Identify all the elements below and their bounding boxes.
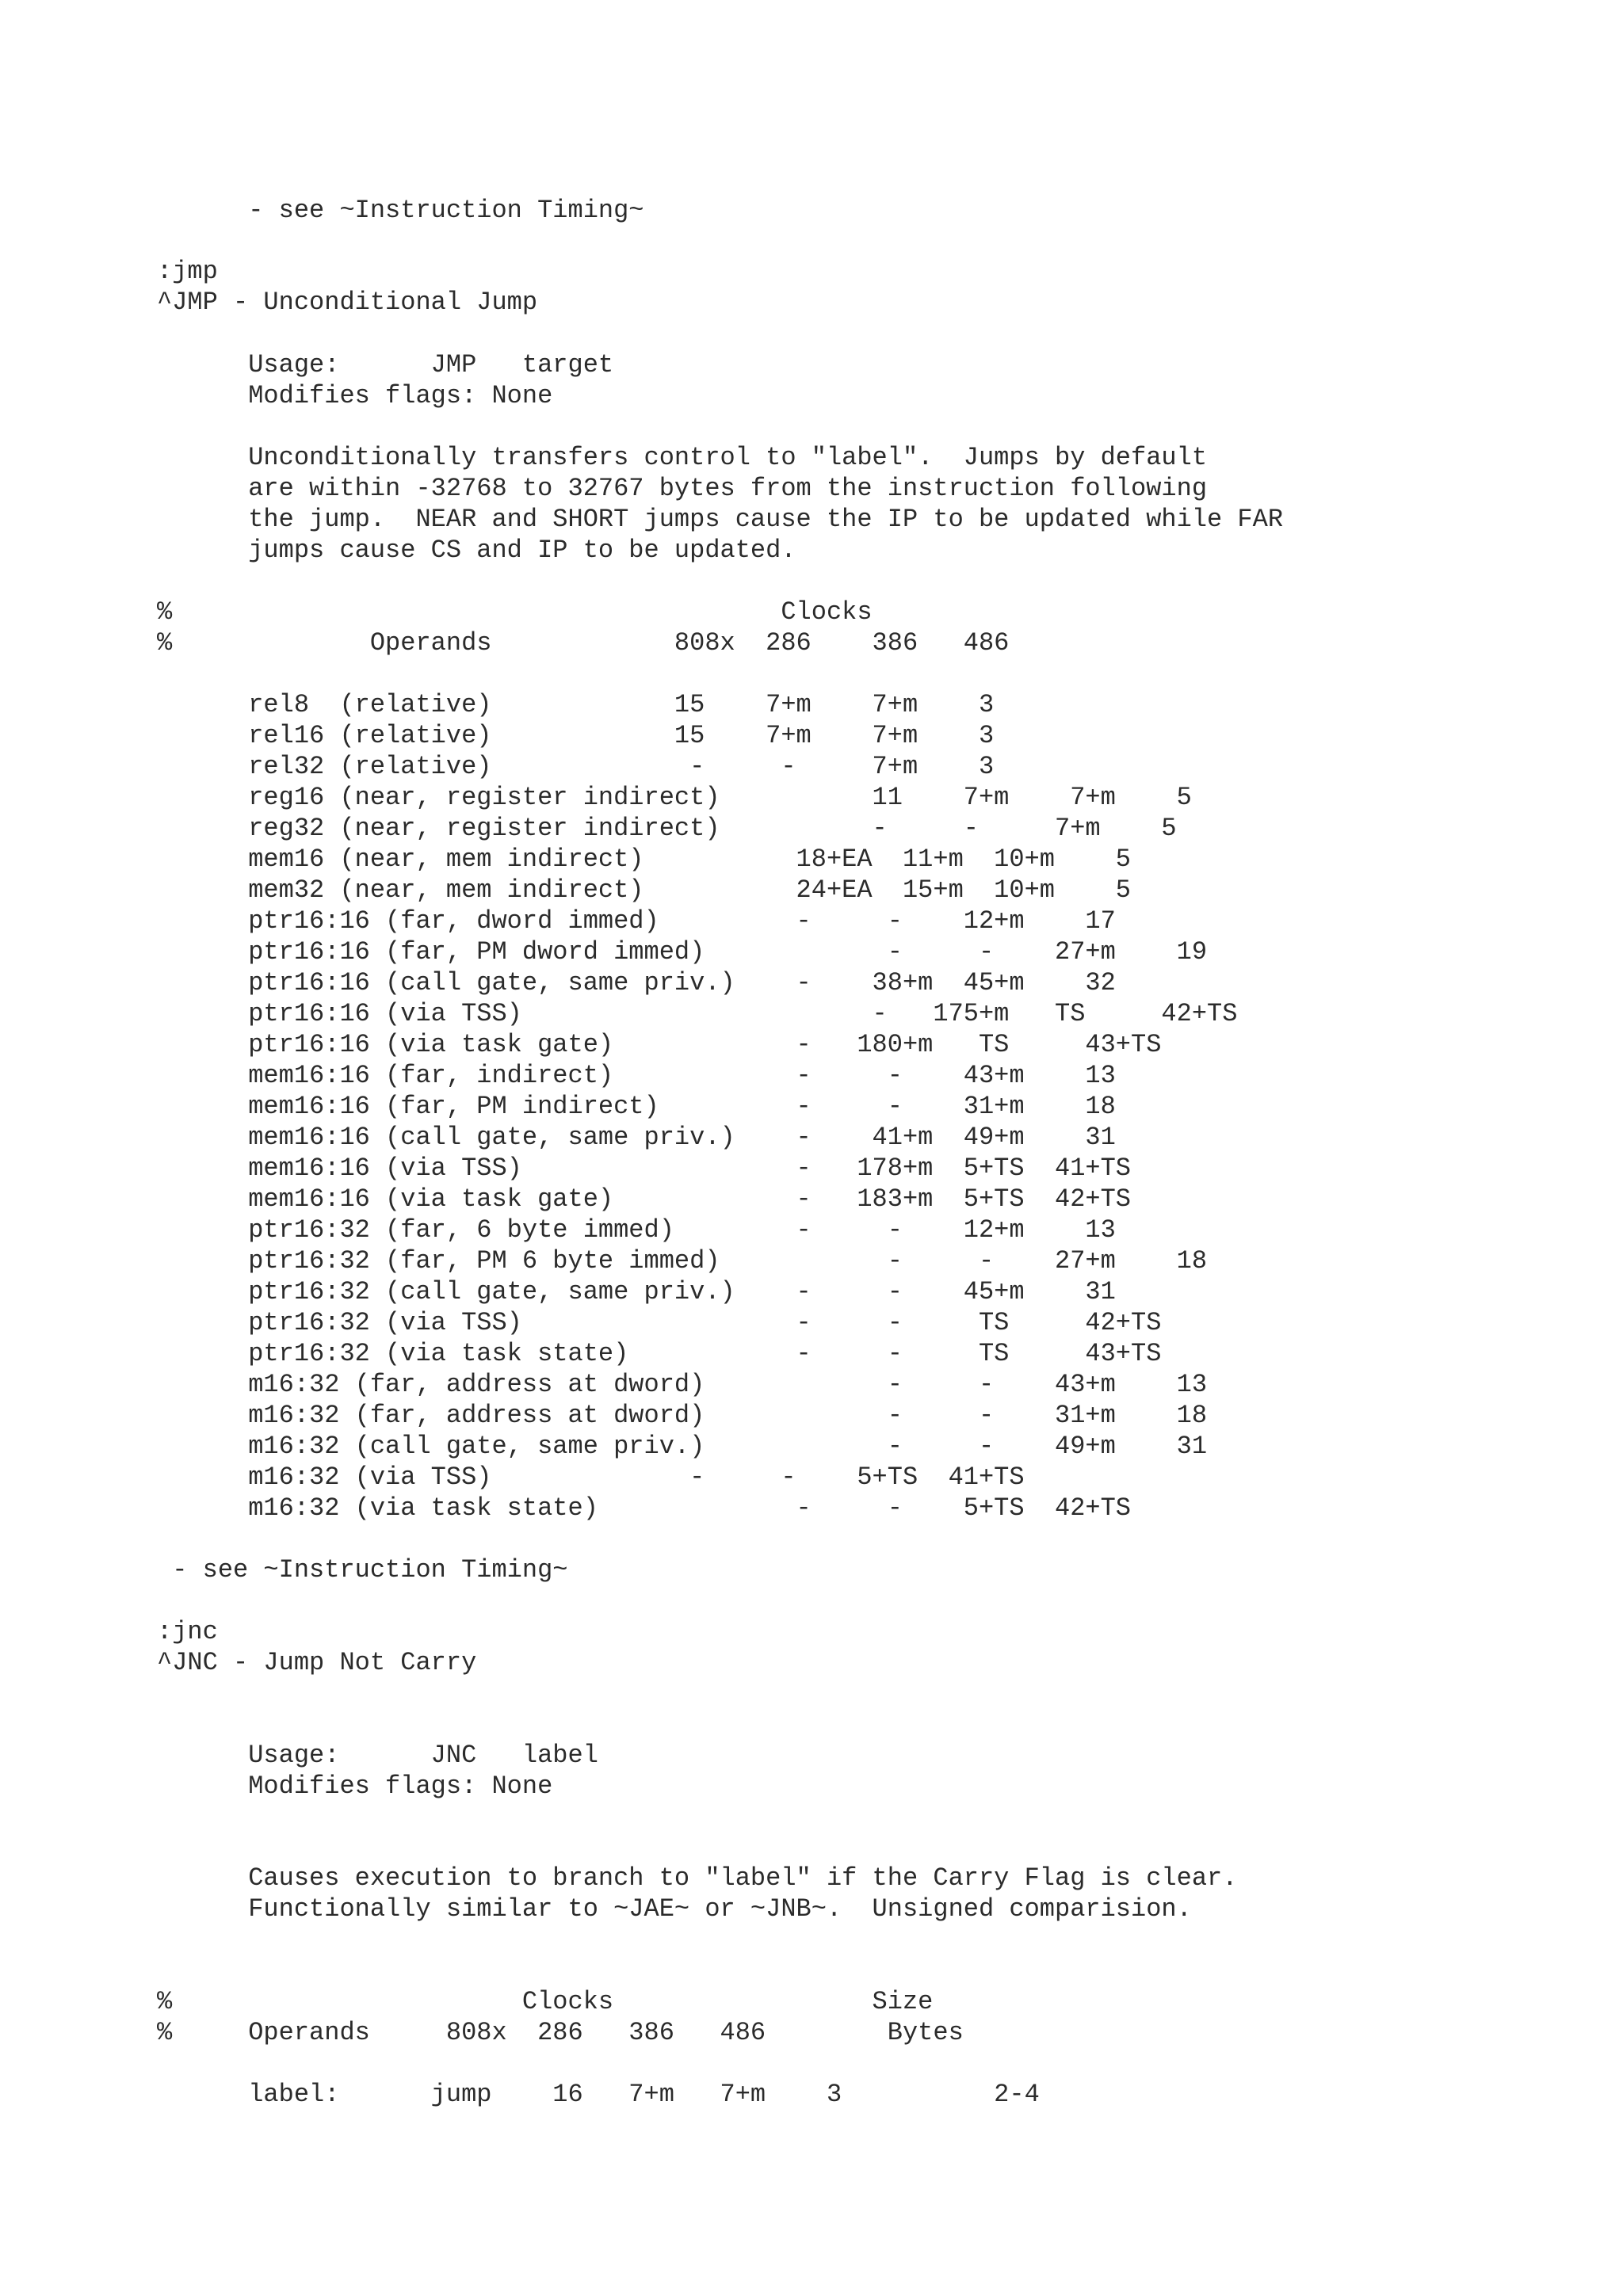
table-row-line: ptr16:16 (far, PM dword immed) - - 27+m 19: [157, 937, 1208, 967]
table-row-line: mem16:16 (far, indirect) - - 43+m 13: [157, 1061, 1116, 1090]
table-row-line: ptr16:32 (far, PM 6 byte immed) - - 27+m 18: [157, 1246, 1208, 1276]
table-row-line: ptr16:32 (via task state) - - TS 43+TS: [157, 1339, 1162, 1368]
table-row-line: reg16 (near, register indirect) 11 7+m 7+m 5: [157, 783, 1192, 812]
usage-line: Usage: JMP target: [157, 350, 614, 379]
description-line: jumps cause CS and IP to be updated.: [157, 536, 796, 565]
see-also-link: - see ~Instruction Timing~: [157, 1555, 568, 1585]
table-row-line: ptr16:16 (via task gate) - 180+m TS 43+TS: [157, 1030, 1162, 1059]
description-line: the jump. NEAR and SHORT jumps cause the IP to be updated while FAR: [157, 505, 1284, 534]
see-also-link: - see ~Instruction Timing~: [157, 196, 644, 225]
table-row-line: m16:32 (via task state) - - 5+TS 42+TS: [157, 1493, 1131, 1523]
table-row-line: m16:32 (far, address at dword) - - 43+m 13: [157, 1370, 1208, 1399]
table-row-line: rel32 (relative) - - 7+m 3: [157, 752, 995, 781]
table-row-line: ptr16:32 (far, 6 byte immed) - - 12+m 13: [157, 1215, 1116, 1245]
table-row-line: ptr16:16 (call gate, same priv.) - 38+m 45+m 32: [157, 968, 1116, 997]
table-row-line: rel16 (relative) 15 7+m 7+m 3: [157, 721, 995, 750]
topic-tag: :jmp: [157, 257, 218, 286]
table-row-line: reg32 (near, register indirect) - - 7+m 5: [157, 814, 1177, 843]
usage-line: Usage: JNC label: [157, 1741, 598, 1770]
table-row-line: ptr16:32 (via TSS) - - TS 42+TS: [157, 1308, 1162, 1337]
table-header-line: % Operands 808x 286 386 486 Bytes: [157, 2018, 964, 2047]
table-row-line: m16:32 (via TSS) - - 5+TS 41+TS: [157, 1463, 1025, 1492]
table-row-line: rel8 (relative) 15 7+m 7+m 3: [157, 690, 995, 719]
topic-heading: ^JMP - Unconditional Jump: [157, 288, 538, 317]
description-line: are within -32768 to 32767 bytes from the instruction following: [157, 474, 1208, 503]
table-header-line: % Clocks: [157, 597, 873, 627]
description-line: Unconditionally transfers control to "label". Jumps by default: [157, 443, 1208, 472]
table-row-line: m16:32 (far, address at dword) - - 31+m 18: [157, 1401, 1208, 1430]
table-row-line: mem16:16 (call gate, same priv.) - 41+m 49+m 31: [157, 1123, 1116, 1152]
table-row-line: m16:32 (call gate, same priv.) - - 49+m 31: [157, 1432, 1208, 1461]
topic-heading: ^JNC - Jump Not Carry: [157, 1648, 477, 1677]
flags-line: Modifies flags: None: [157, 381, 553, 410]
flags-line: Modifies flags: None: [157, 1772, 553, 1801]
table-row-line: mem16:16 (via TSS) - 178+m 5+TS 41+TS: [157, 1154, 1131, 1183]
table-row-line: mem16 (near, mem indirect) 18+EA 11+m 10+m 5: [157, 845, 1131, 874]
table-row-line: mem16:16 (far, PM indirect) - - 31+m 18: [157, 1092, 1116, 1121]
description-line: Causes execution to branch to "label" if the Carry Flag is clear.: [157, 1863, 1238, 1893]
table-row-line: label: jump 16 7+m 7+m 3 2-4: [157, 2080, 1040, 2109]
topic-tag: :jnc: [157, 1617, 218, 1646]
table-row-line: mem32 (near, mem indirect) 24+EA 15+m 10+m 5: [157, 875, 1131, 905]
table-row-line: ptr16:16 (far, dword immed) - - 12+m 17: [157, 906, 1116, 936]
table-header-line: % Clocks Size: [157, 1987, 934, 2016]
table-row-line: mem16:16 (via task gate) - 183+m 5+TS 42+TS: [157, 1184, 1131, 1214]
table-row-line: ptr16:16 (via TSS) - 175+m TS 42+TS: [157, 999, 1238, 1028]
table-row-line: ptr16:32 (call gate, same priv.) - - 45+m 31: [157, 1277, 1116, 1306]
description-line: Functionally similar to ~JAE~ or ~JNB~. Unsigned comparision.: [157, 1894, 1192, 1924]
table-header-line: % Operands 808x 286 386 486: [157, 628, 1010, 658]
